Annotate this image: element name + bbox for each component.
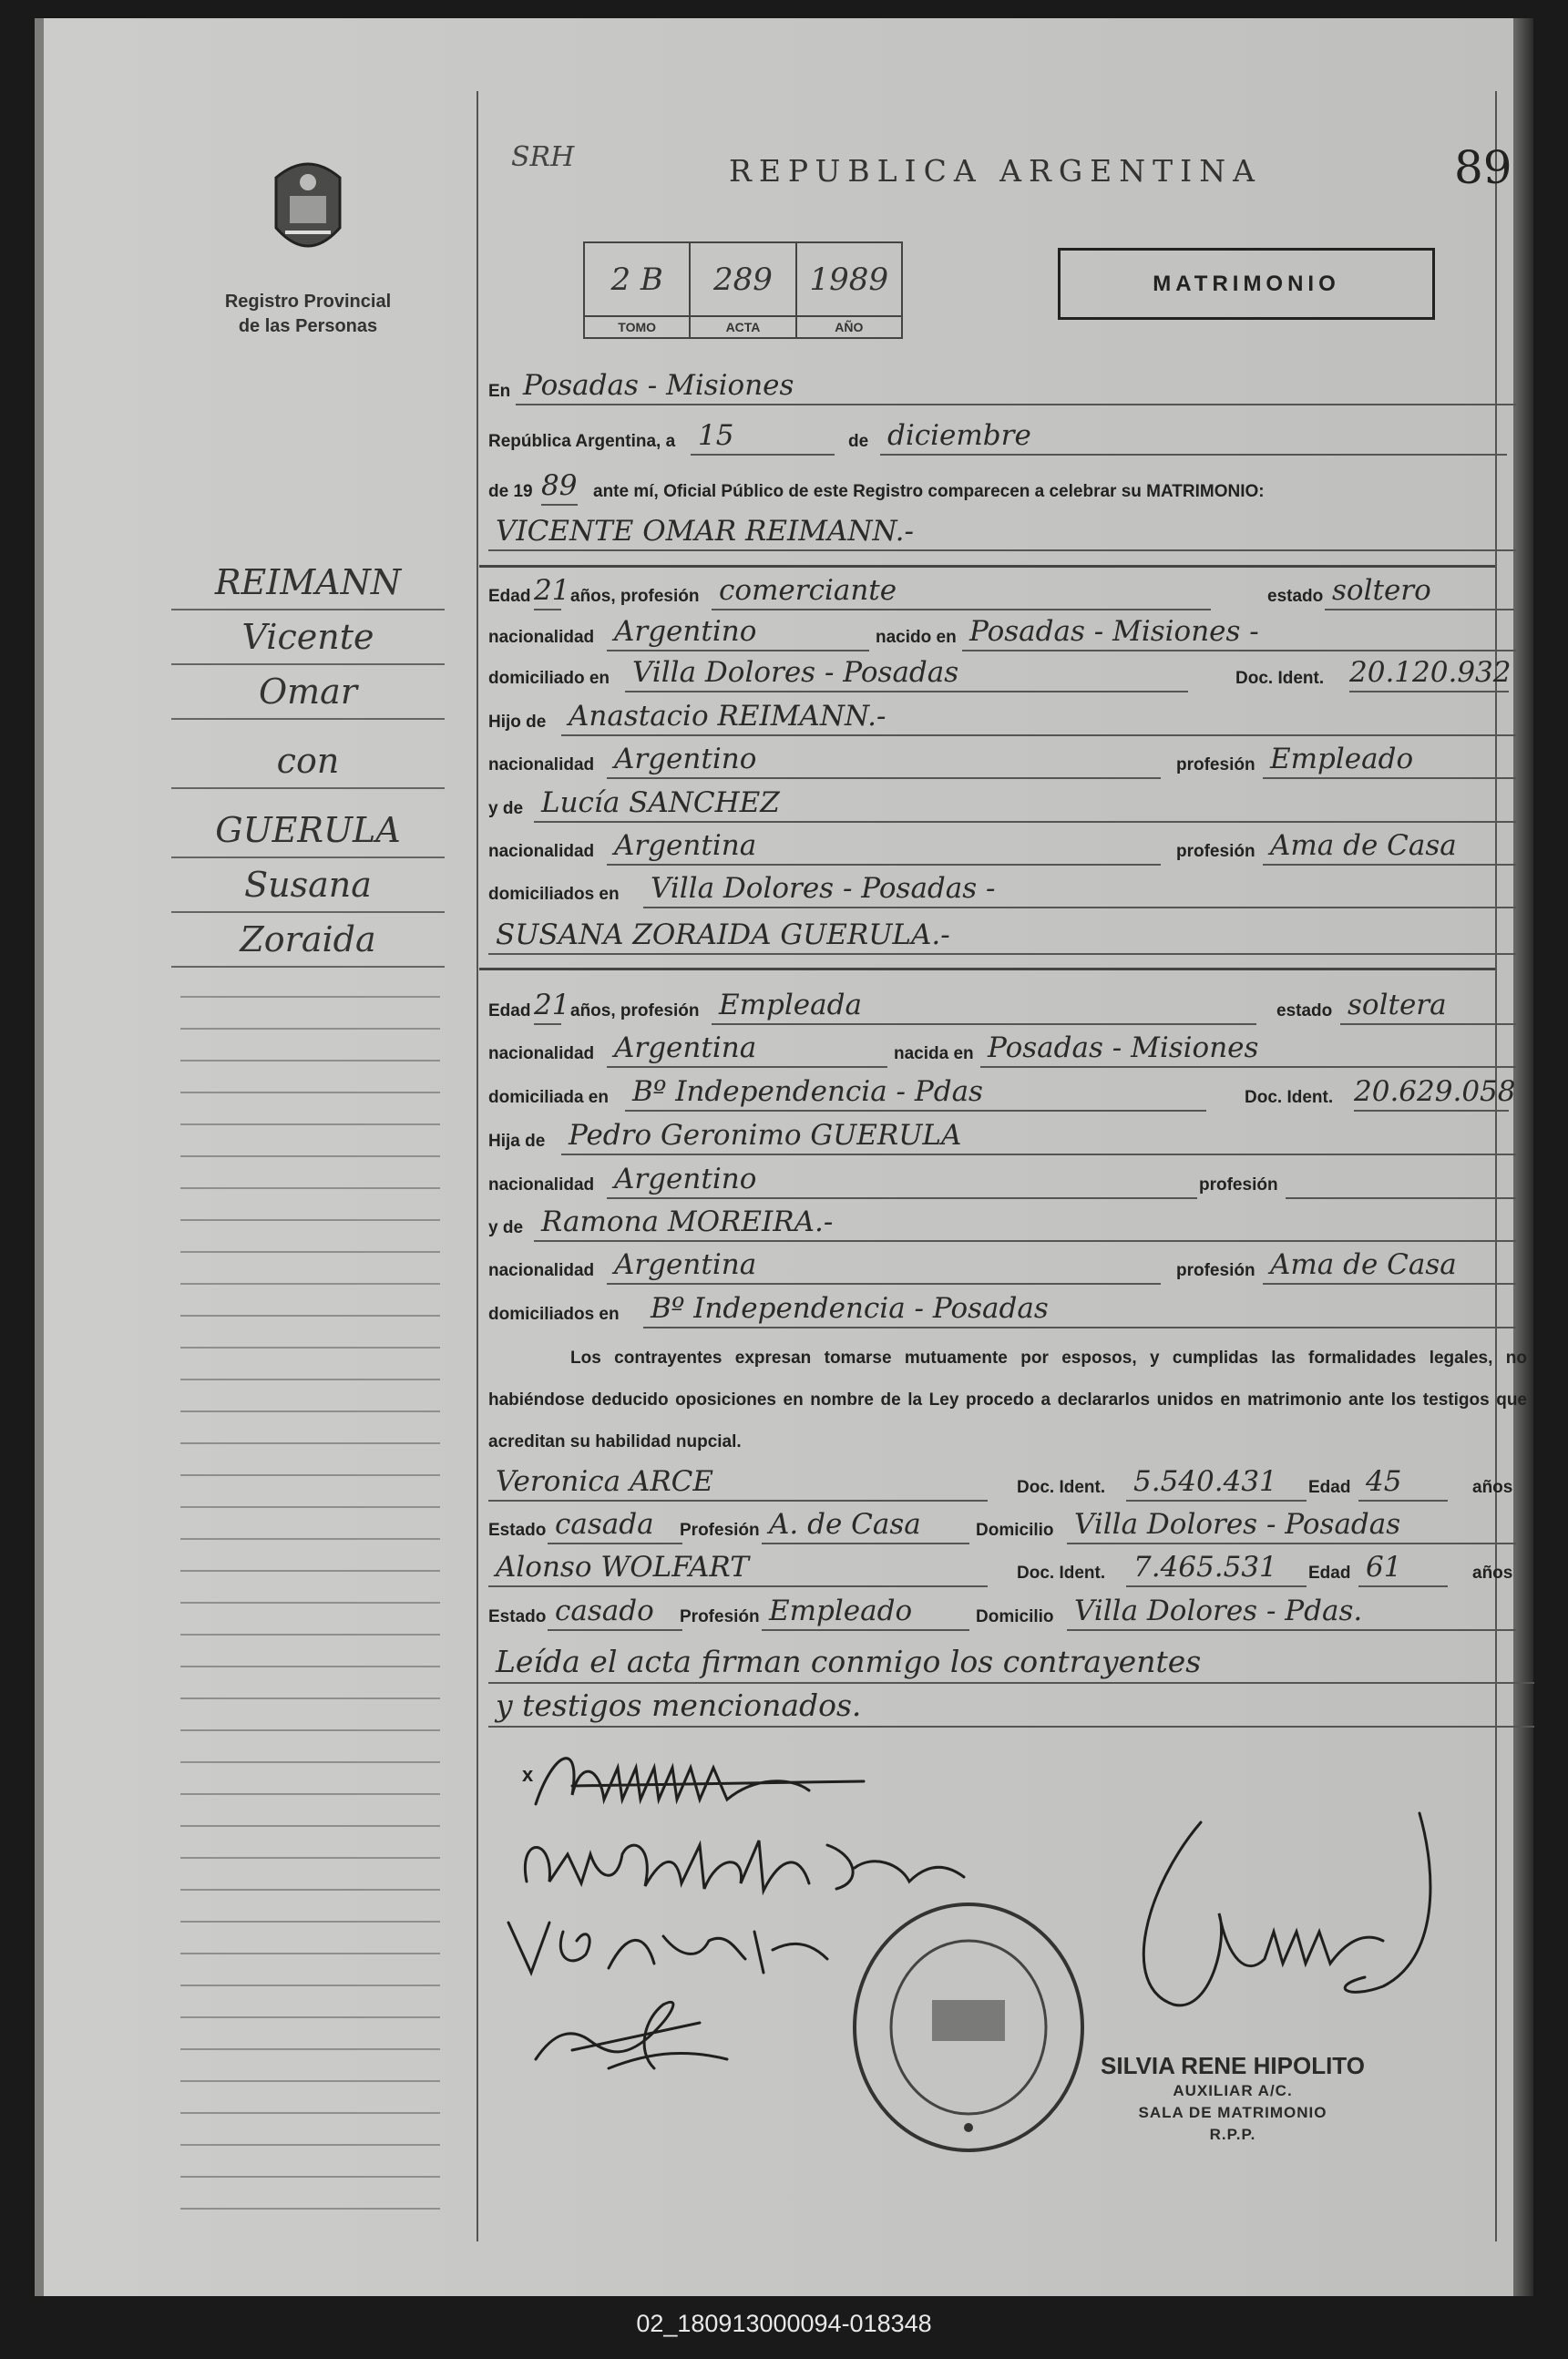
witness1-edad: 45	[1358, 1462, 1448, 1502]
handwritten-code: SRH	[511, 141, 575, 173]
official-stamp	[1078, 2052, 1388, 2146]
witness1-profesion: A. de Casa	[762, 1504, 969, 1544]
document-title: REPUBLICA ARGENTINA	[729, 153, 1262, 189]
de-label: de	[848, 432, 869, 451]
groom-row-padre	[488, 700, 1527, 740]
official-seal	[845, 1895, 1091, 2159]
row-year	[488, 469, 1527, 509]
ano-cell	[797, 243, 901, 337]
groom-row-padre-nac	[488, 743, 1527, 783]
groom-name: VICENTE OMAR REIMANN.-	[488, 511, 1516, 551]
witness2-edad: 61	[1358, 1547, 1448, 1587]
groom-madre-prof: Ama de Casa	[1263, 826, 1516, 866]
domiciliados-label: domiciliados en	[488, 885, 620, 904]
witness1-row-estado	[488, 1508, 1527, 1548]
witness2-doc: 7.465.531	[1126, 1547, 1307, 1587]
groom-row-madre-nac	[488, 829, 1527, 869]
nacionalidad-label: nacionalidad	[488, 755, 595, 774]
witness2-row-estado	[488, 1595, 1527, 1635]
groom-nacido: Posadas - Misiones -	[962, 611, 1516, 651]
margin-groom-given2: Omar	[171, 665, 445, 720]
doc-label: Doc. Ident.	[1245, 1088, 1334, 1107]
image-id-footer: 02_180913000094-018348	[636, 2310, 932, 2337]
estado-label: estado	[1267, 587, 1324, 606]
nacida-label: nacida en	[894, 1044, 974, 1063]
section-divider	[479, 565, 1495, 568]
groom-edad: 21	[534, 570, 561, 610]
witness1-name: Veronica ARCE	[488, 1462, 988, 1502]
margin-groom-given1: Vicente	[171, 610, 445, 665]
profesion-label: Profesión	[680, 1521, 760, 1540]
day-value: 15	[691, 415, 835, 456]
hija-label: Hija de	[488, 1132, 546, 1151]
bride-nacionalidad: Argentina	[607, 1028, 887, 1068]
bride-row-padre-nac	[488, 1163, 1527, 1203]
profesion-label: Profesión	[680, 1607, 760, 1626]
bride-madre: Ramona MOREIRA.-	[534, 1202, 1516, 1242]
margin-annotation	[171, 556, 445, 968]
republic-label: República Argentina, a	[488, 432, 676, 451]
closing-line-1: Leída el acta firman conmigo los contrayentes	[488, 1642, 1534, 1684]
profesion-label: profesión	[1176, 1261, 1255, 1280]
bride-edad: 21	[534, 985, 561, 1025]
bride-row-madre	[488, 1205, 1527, 1246]
groom-profesion: comerciante	[712, 570, 1211, 610]
acta-cell	[691, 243, 796, 337]
yde-label: y de	[488, 1218, 524, 1237]
witness2-domicilio: Villa Dolores - Pdas.	[1067, 1591, 1516, 1631]
domiciliada-label: domiciliada en	[488, 1088, 609, 1107]
record-table	[583, 241, 903, 339]
bride-profesion: Empleada	[712, 985, 1256, 1025]
column-divider	[477, 91, 478, 2241]
ano-label: AÑO	[797, 315, 901, 337]
margin-bride-given1: Susana	[171, 858, 445, 913]
signature-official	[1091, 1804, 1492, 2032]
groom-estado: soltero	[1325, 570, 1514, 610]
bride-row-padres-dom	[488, 1292, 1527, 1332]
bride-name: SUSANA ZORAIDA GUERULA.-	[488, 915, 1516, 955]
acta-value: 289	[713, 261, 773, 298]
bride-padre: Pedro Geronimo GUERULA	[561, 1115, 1516, 1155]
edad-label: Edad	[1308, 1564, 1351, 1583]
bride-padre-prof	[1286, 1159, 1516, 1199]
ano-value: 1989	[809, 261, 889, 298]
bride-doc: 20.629.058	[1354, 1072, 1509, 1112]
section-divider	[479, 968, 1495, 970]
tomo-cell	[585, 243, 691, 337]
registry-label	[180, 290, 436, 339]
groom-doc: 20.120.932	[1349, 652, 1509, 692]
intro-sentence: ante mí, Oficial Público de este Registro comparecen a celebrar su MATRIMONIO:	[593, 482, 1265, 501]
bride-madre-prof: Ama de Casa	[1263, 1245, 1516, 1285]
groom-nacionalidad: Argentino	[607, 611, 869, 651]
tomo-value: 2 B	[610, 261, 663, 298]
profesion-label: profesión	[1199, 1175, 1278, 1195]
anos-label: años	[1472, 1564, 1513, 1583]
coat-of-arms-logo	[258, 155, 358, 269]
margin-bride-given2: Zoraida	[171, 913, 445, 968]
groom-row-edad	[488, 574, 1527, 614]
month-value: diciembre	[880, 415, 1507, 456]
groom-padres-dom: Villa Dolores - Posadas -	[643, 868, 1516, 908]
stamp-line3: SALA DE MATRIMONIO	[1138, 2104, 1327, 2121]
doc-label: Doc. Ident.	[1017, 1564, 1106, 1583]
groom-madre-nac: Argentina	[607, 826, 1161, 866]
estado-label: estado	[1276, 1001, 1333, 1021]
bride-estado: soltera	[1340, 985, 1516, 1025]
declaration-paragraph: Los contrayentes expresan tomarse mutuamente por esposos, y cumplidas las formalidades legales, no habiéndose deducido oposiciones en nombre de la Ley procedo a declararlos unidos en matrimonio ante los testigos que acreditan su habilidad nupcial.	[488, 1349, 1527, 1451]
groom-row-madre	[488, 786, 1527, 826]
year-suffix: 89	[541, 466, 578, 506]
bride-row-domicilio	[488, 1075, 1527, 1115]
nacionalidad-label: nacionalidad	[488, 842, 595, 861]
stamp-line4: R.P.P.	[1209, 2126, 1256, 2143]
nacionalidad-label: nacionalidad	[488, 628, 595, 647]
groom-domicilio: Villa Dolores - Posadas	[625, 652, 1188, 692]
stamp-line2: AUXILIAR A/C.	[1173, 2082, 1293, 2099]
groom-row-nacionalidad	[488, 615, 1527, 655]
edad-label: Edad	[1308, 1478, 1351, 1497]
domiciliado-label: domiciliado en	[488, 669, 610, 688]
row-groom-name	[488, 515, 1527, 555]
registry-label-line2: de las Personas	[238, 316, 378, 336]
signature-witness2	[499, 1904, 864, 1986]
bride-padres-dom: Bº Independencia - Posadas	[643, 1288, 1516, 1328]
anos-label: años	[1472, 1478, 1513, 1497]
groom-row-domicilio	[488, 656, 1527, 696]
yde-label: y de	[488, 799, 524, 818]
en-label: En	[488, 382, 511, 401]
margin-groom-surname: REIMANN	[171, 556, 445, 610]
bride-domicilio: Bº Independencia - Pdas	[625, 1072, 1206, 1112]
bride-row-edad	[488, 989, 1527, 1029]
signature-witness1	[518, 1977, 754, 2087]
witness1-row-name	[488, 1465, 1527, 1505]
nacionalidad-label: nacionalidad	[488, 1044, 595, 1063]
domicilio-label: Domicilio	[976, 1607, 1054, 1626]
record-type-box: MATRIMONIO	[1058, 248, 1435, 320]
bride-padre-nac: Argentino	[607, 1159, 1197, 1199]
groom-padre: Anastacio REIMANN.-	[561, 696, 1516, 736]
bride-row-nacionalidad	[488, 1031, 1527, 1072]
nacido-label: nacido en	[876, 628, 957, 647]
witness1-estado: casada	[548, 1504, 682, 1544]
estado-label: Estado	[488, 1521, 547, 1540]
tomo-label: TOMO	[585, 315, 689, 337]
bride-row-madre-nac	[488, 1248, 1527, 1288]
signature-groom	[518, 1731, 909, 1831]
anos-profesion-label: años, profesión	[570, 587, 700, 606]
edad-label: Edad	[488, 587, 531, 606]
year-prefix: de 19	[488, 482, 533, 501]
row-date	[488, 419, 1527, 459]
closing-line-2: y testigos mencionados.	[488, 1686, 1534, 1728]
anos-profesion-label: años, profesión	[570, 1001, 700, 1021]
ruled-margin-lines	[180, 966, 440, 2223]
domiciliados-label: domiciliados en	[488, 1305, 620, 1324]
doc-label: Doc. Ident.	[1235, 669, 1325, 688]
witness2-estado: casado	[548, 1591, 682, 1631]
registry-label-line1: Registro Provincial	[224, 292, 392, 312]
margin-connector: con	[171, 734, 445, 789]
row-place	[488, 369, 1527, 409]
witness2-row-name	[488, 1551, 1527, 1591]
register-page	[35, 18, 1533, 2296]
bride-madre-nac: Argentina	[607, 1245, 1161, 1285]
hijo-label: Hijo de	[488, 713, 547, 732]
estado-label: Estado	[488, 1607, 547, 1626]
profesion-label: profesión	[1176, 842, 1255, 861]
witness2-name: Alonso WOLFART	[488, 1547, 988, 1587]
acta-label: ACTA	[691, 315, 794, 337]
bride-row-padre	[488, 1119, 1527, 1159]
margin-bride-surname: GUERULA	[171, 804, 445, 858]
row-bride-name	[488, 918, 1527, 959]
witness1-doc: 5.540.431	[1126, 1462, 1307, 1502]
page-number: 89	[1454, 141, 1512, 194]
groom-row-padres-dom	[488, 872, 1527, 912]
edad-label: Edad	[488, 1001, 531, 1021]
groom-padre-prof: Empleado	[1263, 739, 1516, 779]
doc-label: Doc. Ident.	[1017, 1478, 1106, 1497]
signature-mark: x	[522, 1763, 534, 1786]
nacionalidad-label: nacionalidad	[488, 1261, 595, 1280]
nacionalidad-label: nacionalidad	[488, 1175, 595, 1195]
domicilio-label: Domicilio	[976, 1521, 1054, 1540]
groom-madre: Lucía SANCHEZ	[534, 783, 1516, 823]
profesion-label: profesión	[1176, 755, 1255, 774]
witness1-domicilio: Villa Dolores - Posadas	[1067, 1504, 1516, 1544]
groom-padre-nac: Argentino	[607, 739, 1161, 779]
bride-nacida: Posadas - Misiones	[980, 1028, 1516, 1068]
witness2-profesion: Empleado	[762, 1591, 969, 1631]
stamp-name: SILVIA RENE HIPOLITO	[1101, 2052, 1365, 2079]
place-value: Posadas - Misiones	[516, 365, 1516, 405]
